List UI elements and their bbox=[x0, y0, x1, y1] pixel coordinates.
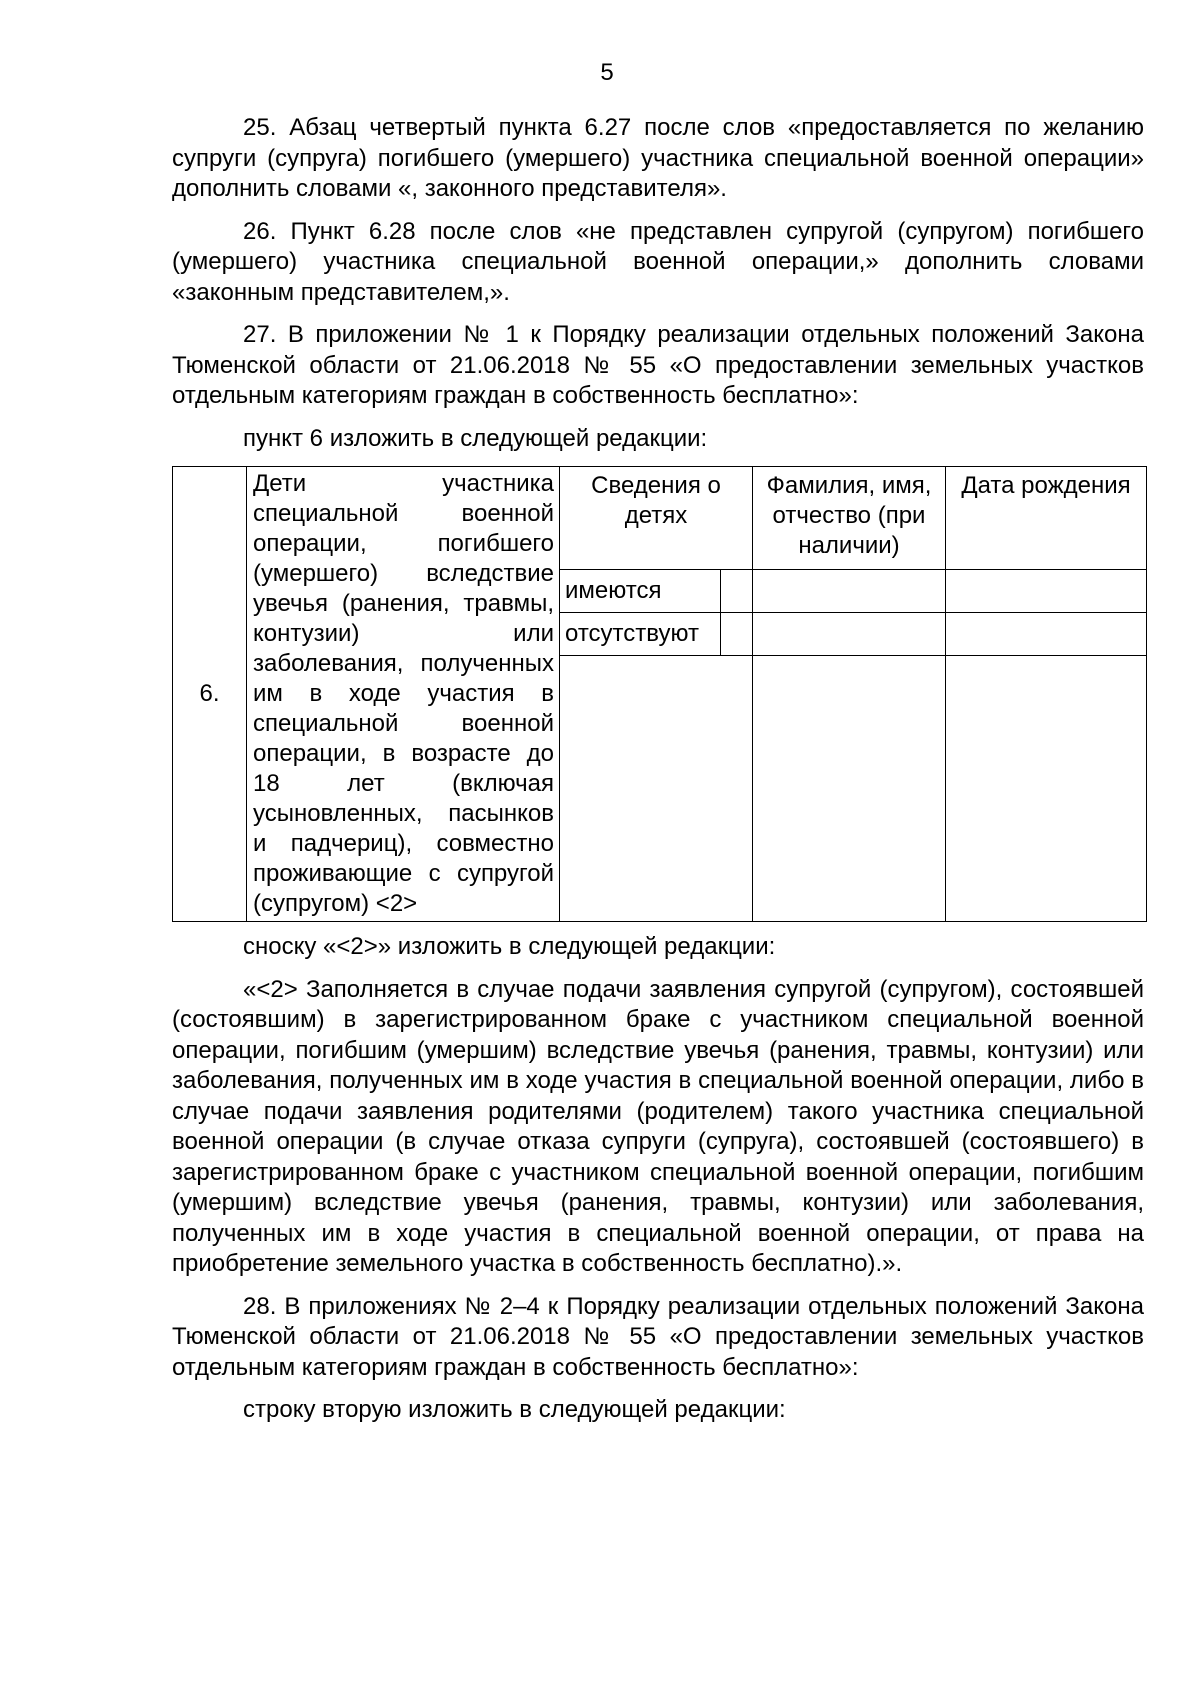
footnote-intro: сноску «<2>» изложить в следующей редакции: bbox=[243, 933, 776, 960]
option-present-date-cell[interactable] bbox=[946, 570, 1147, 613]
option-present-label: имеются bbox=[560, 570, 721, 613]
header-full-name: Фамилия, имя, отчество (при наличии) bbox=[753, 467, 946, 570]
option-present-name-cell[interactable] bbox=[753, 570, 946, 613]
option-absent-name-cell[interactable] bbox=[753, 613, 946, 656]
row-description: Дети участника специальной военной операции, погибшего (умершего) вследствие увечья (ранения, травмы, контузии) или заболевания, полученных им в ходе участия в специальной военной операции, в возрасте до 18 лет (включая усыновленных, пасынков и падчериц), совместно проживающие с супругой (супругом) <2> bbox=[253, 470, 554, 917]
table-row bbox=[173, 467, 1147, 570]
paragraph-25: 25. Абзац четвертый пункта 6.27 после слов «предоставляется по желанию супруги (супруга) погибшего (умершего) участника специальной военной операции» дополнить словами «, законного представителя». bbox=[172, 114, 1144, 202]
header-birth-date: Дата рождения bbox=[946, 467, 1147, 570]
paragraph-27: 27. В приложении № 1 к Порядку реализации отдельных положений Закона Тюменской области от 21.06.2018 № 55 «О предоставлении земельных участков отдельным категориям граждан в собственность бесплатно»: bbox=[172, 321, 1144, 409]
row-number: 6. bbox=[199, 680, 220, 707]
option-present-checkbox-cell[interactable] bbox=[721, 570, 753, 613]
paragraph-26: 26. Пункт 6.28 после слов «не представлен супругой (супругом) погибшего (умершего) участника специальной военной операции,» дополнить словами «законным представителем,». bbox=[172, 217, 1144, 306]
document-body bbox=[172, 113, 1144, 1426]
paragraph-28: 28. В приложениях № 2–4 к Порядку реализации отдельных положений Закона Тюменской области от 21.06.2018 № 55 «О предоставлении земельных участков отдельным категориям граждан в собственность бесплатно»: bbox=[172, 1292, 1144, 1381]
page-number: 5 bbox=[600, 59, 614, 86]
option-absent-label: отсутствуют bbox=[560, 613, 721, 656]
header-children-info: Сведения о детях bbox=[560, 467, 753, 570]
row-number-cell bbox=[173, 467, 247, 922]
option-absent-checkbox-cell[interactable] bbox=[721, 613, 753, 656]
footnote-2-text: «<2> Заполняется в случае подачи заявления супругой (супругом), состоявшей (состоявшим) в зарегистрированном браке с участником специальной военной операции, погибшим (умершим) вследствие увечья (ранения, травмы, контузии) или заболевания, полученных им в ходе участия в специальной военной операции, либо в случае подачи заявления родителями (родителем) такого участника специальной военной операции (в случае отказа супруги (супруга), состоявшей (состоявшего) в зарегистрированном браке с участником специальной военной операции, погибшим (умершим) вследствие увечья (ранения, травмы, контузии) или заболевания, полученных им в ходе участия в специальной военной операции, от права на приобретение земельного участка в собственность бесплатно).». bbox=[172, 975, 1144, 1277]
children-dates-cell[interactable] bbox=[946, 656, 1147, 922]
children-names-cell[interactable] bbox=[753, 656, 946, 922]
option-absent-date-cell[interactable] bbox=[946, 613, 1147, 656]
point-6-table bbox=[172, 466, 1147, 922]
paragraph-point6-intro: пункт 6 изложить в следующей редакции: bbox=[243, 424, 708, 452]
row-description-cell bbox=[247, 467, 560, 922]
children-details-cell[interactable] bbox=[560, 656, 753, 922]
paragraph-row2-intro: строку вторую изложить в следующей редакции: bbox=[243, 1396, 786, 1423]
